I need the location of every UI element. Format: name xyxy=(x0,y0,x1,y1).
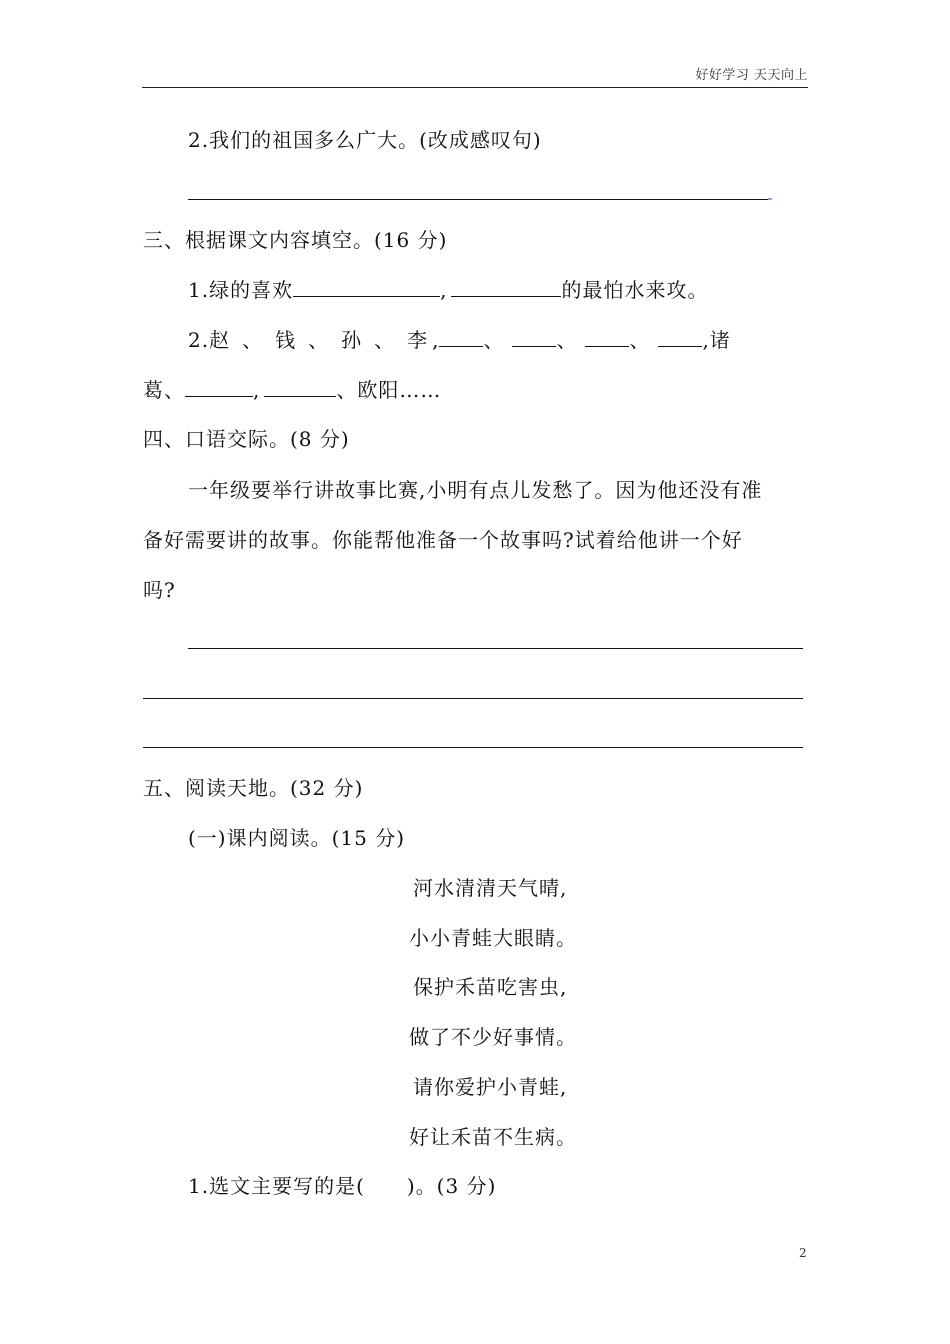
fill-blank[interactable] xyxy=(293,278,440,297)
prompt-line-2: 备好需要讲的故事。你能帮他准备一个故事吗?试着给他讲一个好 xyxy=(143,528,743,552)
comma: , xyxy=(432,328,440,352)
header-divider xyxy=(142,87,808,88)
fill-blank[interactable] xyxy=(185,378,253,397)
question-2-2: 2.我们的祖国多么广大。(改成感叹句) xyxy=(188,128,542,152)
answer-line[interactable] xyxy=(188,199,770,200)
answer-line[interactable] xyxy=(143,698,803,699)
fill-blank[interactable] xyxy=(439,328,483,347)
poem-line: 请你爱护小青蛙, xyxy=(413,1075,568,1099)
prompt-line-1: 一年级要举行讲故事比赛,小明有点儿发愁了。因为他还没有准 xyxy=(188,478,763,502)
surname-4: 李 xyxy=(407,328,429,352)
comma: , xyxy=(440,278,448,302)
section-4-title: 四、口语交际。(8 分) xyxy=(143,427,350,451)
question-3-2 xyxy=(188,328,731,352)
page-number: 2 xyxy=(799,1246,807,1260)
surname-zhuge: 葛、 xyxy=(143,378,185,402)
answer-line[interactable] xyxy=(188,648,803,649)
poem-line: 做了不少好事情。 xyxy=(409,1025,577,1049)
question-3-1-prefix: 1.绿的喜欢 xyxy=(188,278,294,302)
separator: 、 xyxy=(556,328,578,352)
poem-line: 好让禾苗不生病。 xyxy=(409,1125,577,1149)
question-5-1: 1.选文主要写的是( )。(3 分) xyxy=(188,1174,497,1198)
poem-line: 小小青蛙大眼睛。 xyxy=(409,926,577,950)
question-3-2-suffix: 、欧阳…… xyxy=(336,378,442,402)
answer-line[interactable] xyxy=(143,747,803,748)
separator: 、 xyxy=(374,328,396,352)
separator: 、 xyxy=(242,328,264,352)
fill-blank[interactable] xyxy=(585,328,629,347)
fill-blank[interactable] xyxy=(658,328,702,347)
question-3-1-suffix: 的最怕水来攻。 xyxy=(561,278,709,302)
surname-1: 2.赵 xyxy=(188,328,231,352)
question-3-2-end: ,诸 xyxy=(702,328,731,352)
question-3-1 xyxy=(188,278,708,302)
separator: 、 xyxy=(629,328,651,352)
prompt-line-3: 吗? xyxy=(143,578,176,602)
fill-blank[interactable] xyxy=(264,378,336,397)
separator: 、 xyxy=(483,328,505,352)
poem-line: 河水清清天气晴, xyxy=(413,876,568,900)
separator: 、 xyxy=(308,328,330,352)
subsection-title: (一)课内阅读。(15 分) xyxy=(188,826,406,850)
surname-2: 钱 xyxy=(275,328,297,352)
surname-3: 孙 xyxy=(341,328,363,352)
page-header: 好好学习 天天向上 xyxy=(695,68,808,83)
section-5-title: 五、阅读天地。(32 分) xyxy=(143,776,364,800)
section-3-title: 三、根据课文内容填空。(16 分) xyxy=(143,228,448,252)
poem-line: 保护禾苗吃害虫, xyxy=(413,975,568,999)
stray-mark xyxy=(768,198,772,200)
comma: , xyxy=(253,378,261,402)
question-3-2-continued xyxy=(143,378,441,402)
fill-blank[interactable] xyxy=(512,328,556,347)
fill-blank[interactable] xyxy=(451,278,561,297)
